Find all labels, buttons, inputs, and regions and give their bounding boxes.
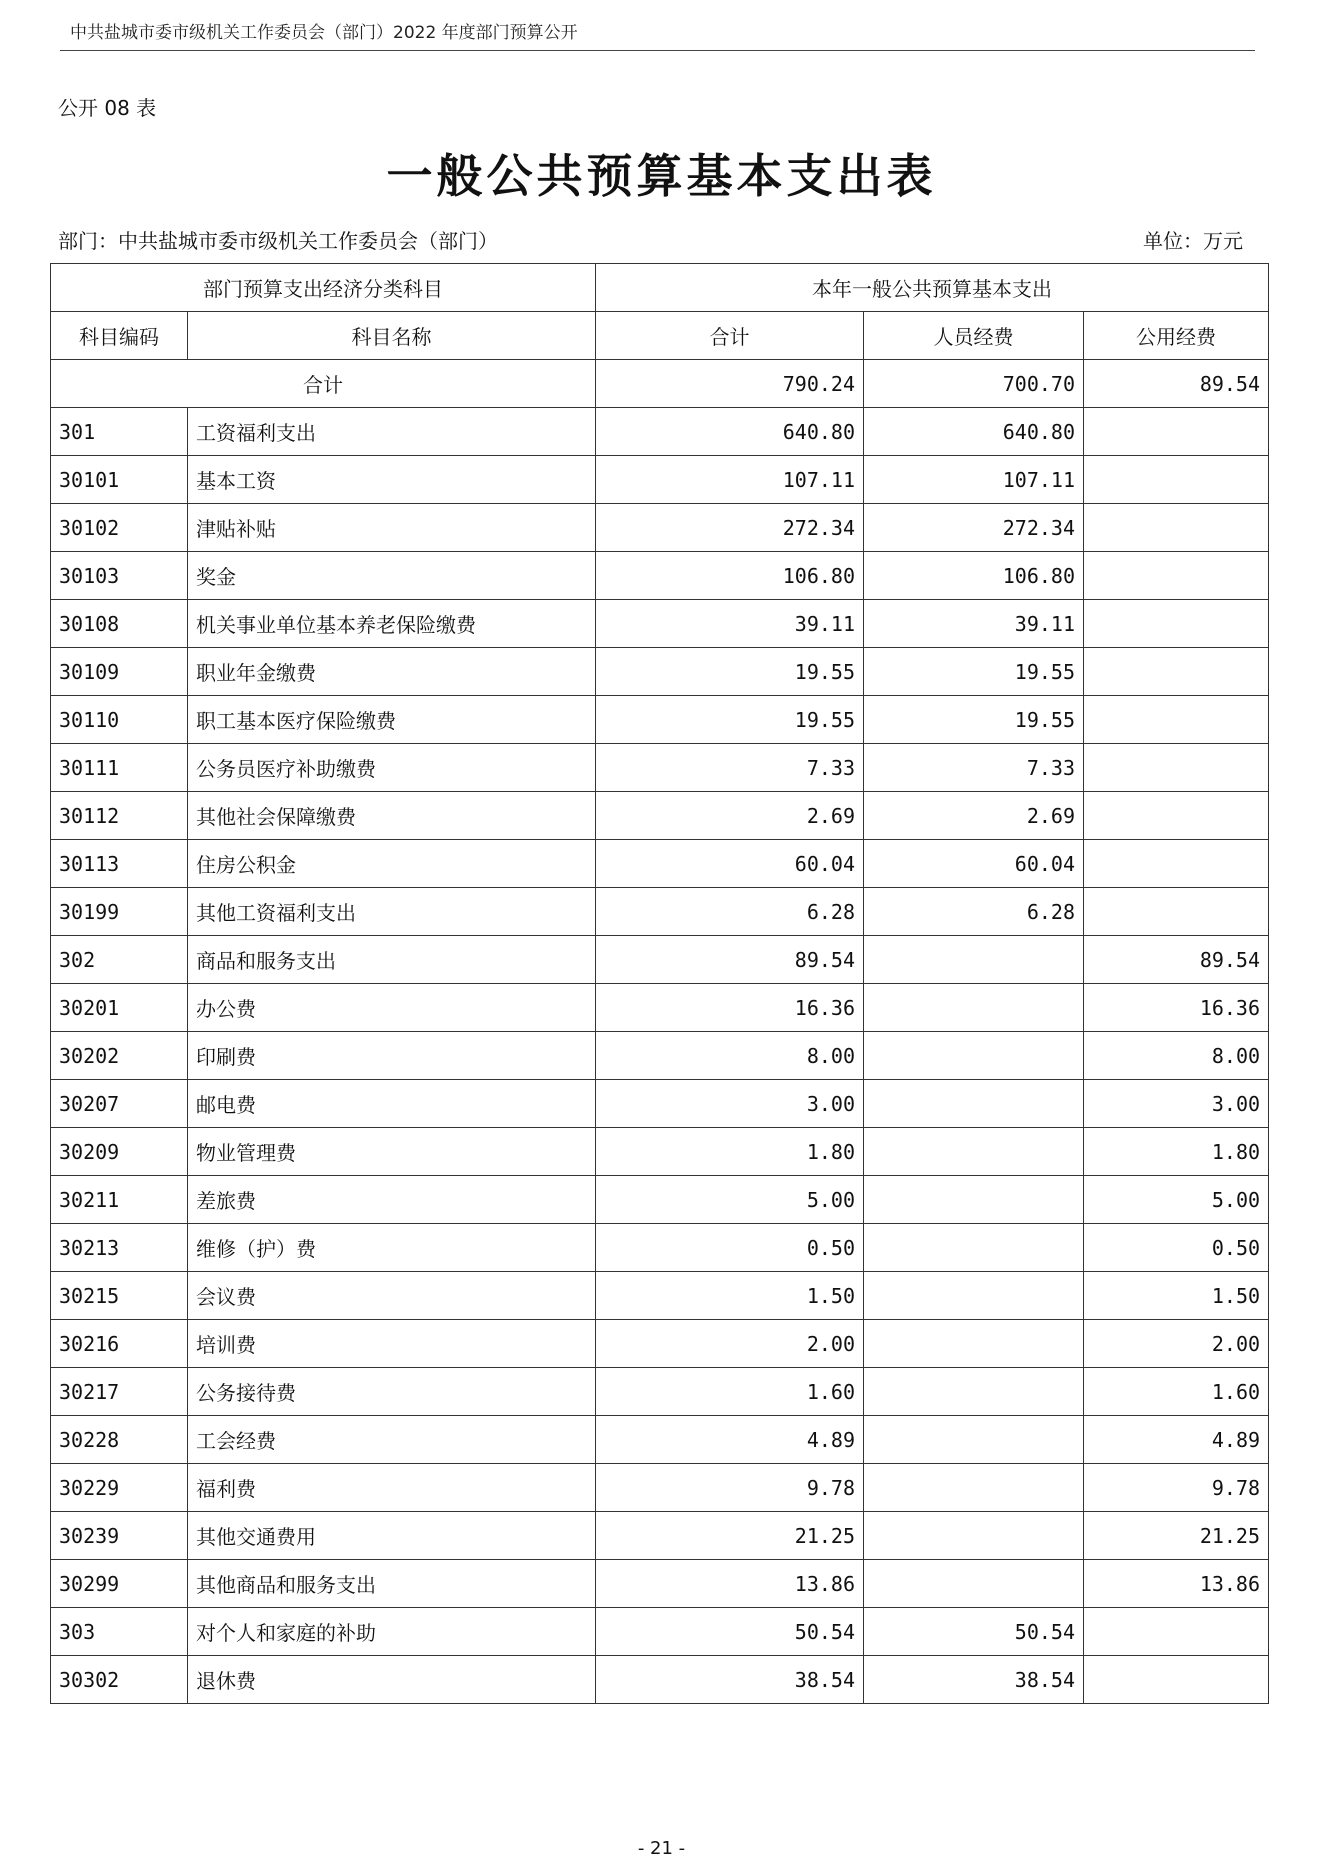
row-name: 维修（护）费 xyxy=(188,1224,596,1272)
row-personnel xyxy=(864,1176,1084,1224)
row-code: 30113 xyxy=(51,840,188,888)
row-total: 9.78 xyxy=(596,1464,864,1512)
row-public: 9.78 xyxy=(1084,1464,1269,1512)
row-public xyxy=(1084,408,1269,456)
row-public xyxy=(1084,696,1269,744)
row-public: 21.25 xyxy=(1084,1512,1269,1560)
row-total: 7.33 xyxy=(596,744,864,792)
total-label: 合计 xyxy=(51,360,596,408)
row-public: 1.80 xyxy=(1084,1128,1269,1176)
row-code: 301 xyxy=(51,408,188,456)
row-public: 0.50 xyxy=(1084,1224,1269,1272)
row-personnel xyxy=(864,1128,1084,1176)
row-public: 3.00 xyxy=(1084,1080,1269,1128)
row-name: 职工基本医疗保险缴费 xyxy=(188,696,596,744)
row-code: 30201 xyxy=(51,984,188,1032)
row-personnel: 107.11 xyxy=(864,456,1084,504)
row-name: 商品和服务支出 xyxy=(188,936,596,984)
table-row xyxy=(51,1272,1269,1320)
row-total: 1.60 xyxy=(596,1368,864,1416)
row-total: 16.36 xyxy=(596,984,864,1032)
row-code: 30228 xyxy=(51,1416,188,1464)
row-personnel xyxy=(864,1080,1084,1128)
row-code: 302 xyxy=(51,936,188,984)
row-total: 89.54 xyxy=(596,936,864,984)
row-personnel xyxy=(864,1512,1084,1560)
table-row xyxy=(51,456,1269,504)
row-personnel xyxy=(864,1272,1084,1320)
page-number: - 21 - xyxy=(637,1838,686,1859)
row-code: 30199 xyxy=(51,888,188,936)
row-total: 21.25 xyxy=(596,1512,864,1560)
row-public xyxy=(1084,840,1269,888)
row-personnel xyxy=(864,1224,1084,1272)
row-total: 1.50 xyxy=(596,1272,864,1320)
table-row xyxy=(51,1416,1269,1464)
row-total: 19.55 xyxy=(596,648,864,696)
row-total: 106.80 xyxy=(596,552,864,600)
row-total: 39.11 xyxy=(596,600,864,648)
table-row xyxy=(51,744,1269,792)
row-personnel: 19.55 xyxy=(864,696,1084,744)
col-header-personnel: 人员经费 xyxy=(864,312,1084,360)
table-row xyxy=(51,1224,1269,1272)
table-row xyxy=(51,1368,1269,1416)
row-total: 8.00 xyxy=(596,1032,864,1080)
table-row xyxy=(51,648,1269,696)
row-name: 其他商品和服务支出 xyxy=(188,1560,596,1608)
row-total: 0.50 xyxy=(596,1224,864,1272)
table-row xyxy=(51,1176,1269,1224)
row-public xyxy=(1084,888,1269,936)
row-total: 50.54 xyxy=(596,1608,864,1656)
row-total: 2.00 xyxy=(596,1320,864,1368)
table-row xyxy=(51,1512,1269,1560)
total-row xyxy=(51,360,1269,408)
row-personnel xyxy=(864,1560,1084,1608)
table-number: 公开 08 表 xyxy=(58,96,157,120)
row-name: 住房公积金 xyxy=(188,840,596,888)
row-name: 职业年金缴费 xyxy=(188,648,596,696)
row-personnel xyxy=(864,1368,1084,1416)
row-personnel: 7.33 xyxy=(864,744,1084,792)
row-code: 30211 xyxy=(51,1176,188,1224)
row-code: 30216 xyxy=(51,1320,188,1368)
running-header: 中共盐城市委市级机关工作委员会（部门）2022 年度部门预算公开 xyxy=(70,23,578,43)
row-total: 640.80 xyxy=(596,408,864,456)
row-code: 30112 xyxy=(51,792,188,840)
row-personnel: 19.55 xyxy=(864,648,1084,696)
group-header-left: 部门预算支出经济分类科目 xyxy=(51,264,596,312)
table-row xyxy=(51,1608,1269,1656)
row-personnel xyxy=(864,984,1084,1032)
row-name: 其他交通费用 xyxy=(188,1512,596,1560)
table-row xyxy=(51,1656,1269,1704)
row-name: 办公费 xyxy=(188,984,596,1032)
row-name: 基本工资 xyxy=(188,456,596,504)
row-personnel: 50.54 xyxy=(864,1608,1084,1656)
row-code: 30299 xyxy=(51,1560,188,1608)
row-personnel: 272.34 xyxy=(864,504,1084,552)
table-row xyxy=(51,1032,1269,1080)
row-code: 30101 xyxy=(51,456,188,504)
row-personnel: 106.80 xyxy=(864,552,1084,600)
row-total: 6.28 xyxy=(596,888,864,936)
row-public: 2.00 xyxy=(1084,1320,1269,1368)
row-personnel: 60.04 xyxy=(864,840,1084,888)
header-divider xyxy=(60,50,1255,51)
row-name: 退休费 xyxy=(188,1656,596,1704)
row-total: 19.55 xyxy=(596,696,864,744)
group-header-right: 本年一般公共预算基本支出 xyxy=(596,264,1269,312)
row-name: 福利费 xyxy=(188,1464,596,1512)
col-header-code: 科目编码 xyxy=(51,312,188,360)
row-name: 津贴补贴 xyxy=(188,504,596,552)
table-row xyxy=(51,408,1269,456)
row-code: 30213 xyxy=(51,1224,188,1272)
total-amount: 790.24 xyxy=(596,360,864,408)
row-total: 2.69 xyxy=(596,792,864,840)
table-row xyxy=(51,792,1269,840)
row-public: 1.50 xyxy=(1084,1272,1269,1320)
row-name: 物业管理费 xyxy=(188,1128,596,1176)
row-public xyxy=(1084,1656,1269,1704)
table-row xyxy=(51,552,1269,600)
budget-table xyxy=(50,263,1269,1704)
group-header-row xyxy=(51,264,1269,312)
table-row xyxy=(51,984,1269,1032)
col-header-name: 科目名称 xyxy=(188,312,596,360)
row-public: 8.00 xyxy=(1084,1032,1269,1080)
table-row xyxy=(51,840,1269,888)
table-row xyxy=(51,600,1269,648)
row-total: 38.54 xyxy=(596,1656,864,1704)
row-code: 30110 xyxy=(51,696,188,744)
row-public: 5.00 xyxy=(1084,1176,1269,1224)
row-personnel: 39.11 xyxy=(864,600,1084,648)
row-code: 30209 xyxy=(51,1128,188,1176)
row-name: 其他工资福利支出 xyxy=(188,888,596,936)
row-total: 4.89 xyxy=(596,1416,864,1464)
table-row xyxy=(51,696,1269,744)
row-public: 4.89 xyxy=(1084,1416,1269,1464)
row-code: 30109 xyxy=(51,648,188,696)
row-name: 邮电费 xyxy=(188,1080,596,1128)
row-public xyxy=(1084,744,1269,792)
row-code: 30108 xyxy=(51,600,188,648)
row-code: 30111 xyxy=(51,744,188,792)
row-name: 差旅费 xyxy=(188,1176,596,1224)
table-row xyxy=(51,936,1269,984)
row-public xyxy=(1084,456,1269,504)
table-row xyxy=(51,1080,1269,1128)
table-row xyxy=(51,1320,1269,1368)
col-header-public: 公用经费 xyxy=(1084,312,1269,360)
row-name: 会议费 xyxy=(188,1272,596,1320)
row-personnel: 38.54 xyxy=(864,1656,1084,1704)
row-public xyxy=(1084,648,1269,696)
row-public: 89.54 xyxy=(1084,936,1269,984)
column-header-row xyxy=(51,312,1269,360)
row-name: 其他社会保障缴费 xyxy=(188,792,596,840)
row-name: 对个人和家庭的补助 xyxy=(188,1608,596,1656)
row-personnel xyxy=(864,1032,1084,1080)
row-total: 1.80 xyxy=(596,1128,864,1176)
row-code: 30202 xyxy=(51,1032,188,1080)
row-code: 30229 xyxy=(51,1464,188,1512)
row-personnel: 2.69 xyxy=(864,792,1084,840)
row-total: 107.11 xyxy=(596,456,864,504)
row-public xyxy=(1084,1608,1269,1656)
row-code: 30302 xyxy=(51,1656,188,1704)
row-total: 60.04 xyxy=(596,840,864,888)
row-name: 公务员医疗补助缴费 xyxy=(188,744,596,792)
row-code: 30103 xyxy=(51,552,188,600)
row-total: 13.86 xyxy=(596,1560,864,1608)
row-personnel xyxy=(864,1416,1084,1464)
row-total: 5.00 xyxy=(596,1176,864,1224)
row-public: 16.36 xyxy=(1084,984,1269,1032)
col-header-total: 合计 xyxy=(596,312,864,360)
row-public: 1.60 xyxy=(1084,1368,1269,1416)
table-row xyxy=(51,504,1269,552)
row-name: 工会经费 xyxy=(188,1416,596,1464)
row-name: 机关事业单位基本养老保险缴费 xyxy=(188,600,596,648)
row-name: 培训费 xyxy=(188,1320,596,1368)
row-personnel: 6.28 xyxy=(864,888,1084,936)
row-public xyxy=(1084,792,1269,840)
row-code: 30207 xyxy=(51,1080,188,1128)
row-name: 印刷费 xyxy=(188,1032,596,1080)
row-name: 工资福利支出 xyxy=(188,408,596,456)
row-name: 公务接待费 xyxy=(188,1368,596,1416)
department-label: 部门：中共盐城市委市级机关工作委员会（部门） xyxy=(58,229,498,253)
row-personnel xyxy=(864,1320,1084,1368)
row-public xyxy=(1084,600,1269,648)
table-row xyxy=(51,1560,1269,1608)
row-code: 303 xyxy=(51,1608,188,1656)
row-personnel: 640.80 xyxy=(864,408,1084,456)
page-title: 一般公共预算基本支出表 xyxy=(386,149,937,203)
row-total: 3.00 xyxy=(596,1080,864,1128)
row-code: 30217 xyxy=(51,1368,188,1416)
row-name: 奖金 xyxy=(188,552,596,600)
row-personnel xyxy=(864,936,1084,984)
table-row xyxy=(51,1464,1269,1512)
row-code: 30102 xyxy=(51,504,188,552)
unit-label: 单位：万元 xyxy=(1143,229,1243,253)
row-personnel xyxy=(864,1464,1084,1512)
total-personnel: 700.70 xyxy=(864,360,1084,408)
row-total: 272.34 xyxy=(596,504,864,552)
row-public: 13.86 xyxy=(1084,1560,1269,1608)
row-code: 30215 xyxy=(51,1272,188,1320)
row-code: 30239 xyxy=(51,1512,188,1560)
row-public xyxy=(1084,552,1269,600)
row-public xyxy=(1084,504,1269,552)
total-public: 89.54 xyxy=(1084,360,1269,408)
table-row xyxy=(51,888,1269,936)
table-row xyxy=(51,1128,1269,1176)
